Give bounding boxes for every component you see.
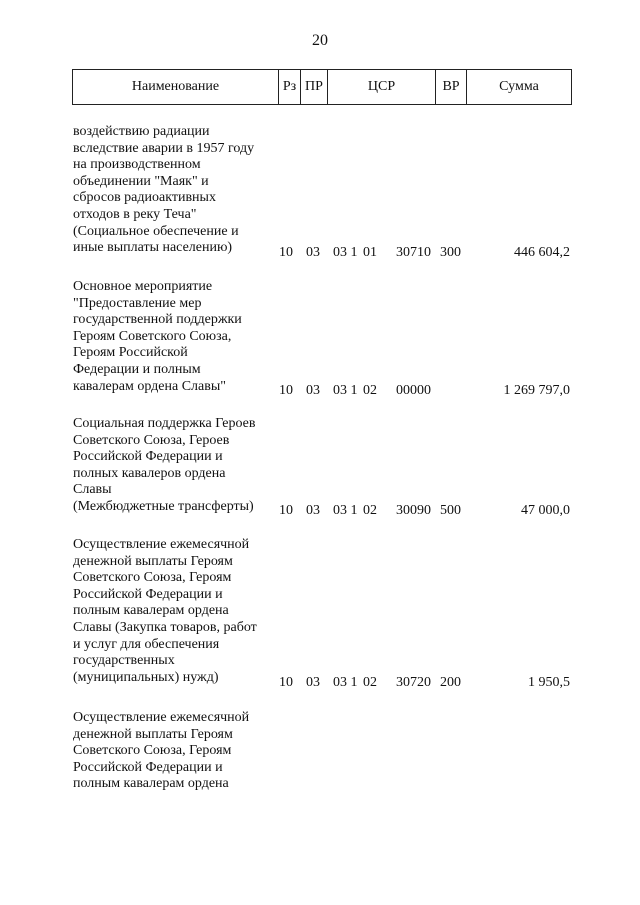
- row-sum: 1 950,5: [528, 675, 570, 690]
- row-pr: 03: [306, 383, 320, 398]
- row-csr-direction: 30090: [396, 503, 431, 518]
- row-sum: 1 269 797,0: [503, 383, 570, 398]
- row-sum: 47 000,0: [521, 503, 570, 518]
- row-csr-direction: 30720: [396, 675, 431, 690]
- header-csr: ЦСР: [327, 70, 435, 104]
- row-csr-event: 02: [363, 675, 377, 690]
- row-csr-event: 01: [363, 245, 377, 260]
- header-sum: Сумма: [466, 70, 571, 104]
- row-pr: 03: [306, 245, 320, 260]
- row-csr-event: 02: [363, 503, 377, 518]
- row-name: Основное мероприятие "Предоставление мер государственной поддержки Героям Советского Союза, Героям Российской Федерации и полным кавалерам ордена Славы": [73, 279, 242, 394]
- row-name: воздействию радиации вследствие аварии в 1957 году на производственном объединении "Маяк" и сбросов радиоактивных отходов в реку Теча" (Социальное обеспечение и иные выплаты населению): [73, 124, 255, 256]
- row-vr: 500: [440, 503, 461, 518]
- row-csr-program: 03 1: [333, 503, 358, 518]
- header-rz: Рз: [278, 70, 300, 104]
- row-name: Осуществление ежемесячной денежной выплаты Героям Советского Союза, Героям Российской Федерации и полным кавалерам ордена: [73, 710, 250, 792]
- row-rz: 10: [279, 503, 293, 518]
- row-sum: 446 604,2: [514, 245, 570, 260]
- header-vr: ВР: [435, 70, 466, 104]
- row-csr-direction: 00000: [396, 383, 431, 398]
- row-name: Осуществление ежемесячной денежной выплаты Героям Советского Союза, Героям Российской Федерации и полным кавалерам ордена Славы (Закупка товаров, работ и услуг для обеспечения государственных (муниципальных) нужд): [73, 537, 257, 685]
- row-vr: 200: [440, 675, 461, 690]
- row-csr-direction: 30710: [396, 245, 431, 260]
- row-vr: 300: [440, 245, 461, 260]
- row-rz: 10: [279, 383, 293, 398]
- row-name: Социальная поддержка Героев Советского Союза, Героев Российской Федерации и полных кавалеров ордена Славы (Межбюджетные трансферты): [73, 416, 256, 514]
- row-csr-program: 03 1: [333, 383, 358, 398]
- row-rz: 10: [279, 675, 293, 690]
- row-csr-program: 03 1: [333, 675, 358, 690]
- row-csr-event: 02: [363, 383, 377, 398]
- row-rz: 10: [279, 245, 293, 260]
- row-pr: 03: [306, 675, 320, 690]
- page-number: 20: [312, 32, 328, 49]
- header-pr: ПР: [300, 70, 327, 104]
- header-name: Наименование: [131, 79, 220, 94]
- table-header: [72, 69, 572, 105]
- row-csr-program: 03 1: [333, 245, 358, 260]
- row-pr: 03: [306, 503, 320, 518]
